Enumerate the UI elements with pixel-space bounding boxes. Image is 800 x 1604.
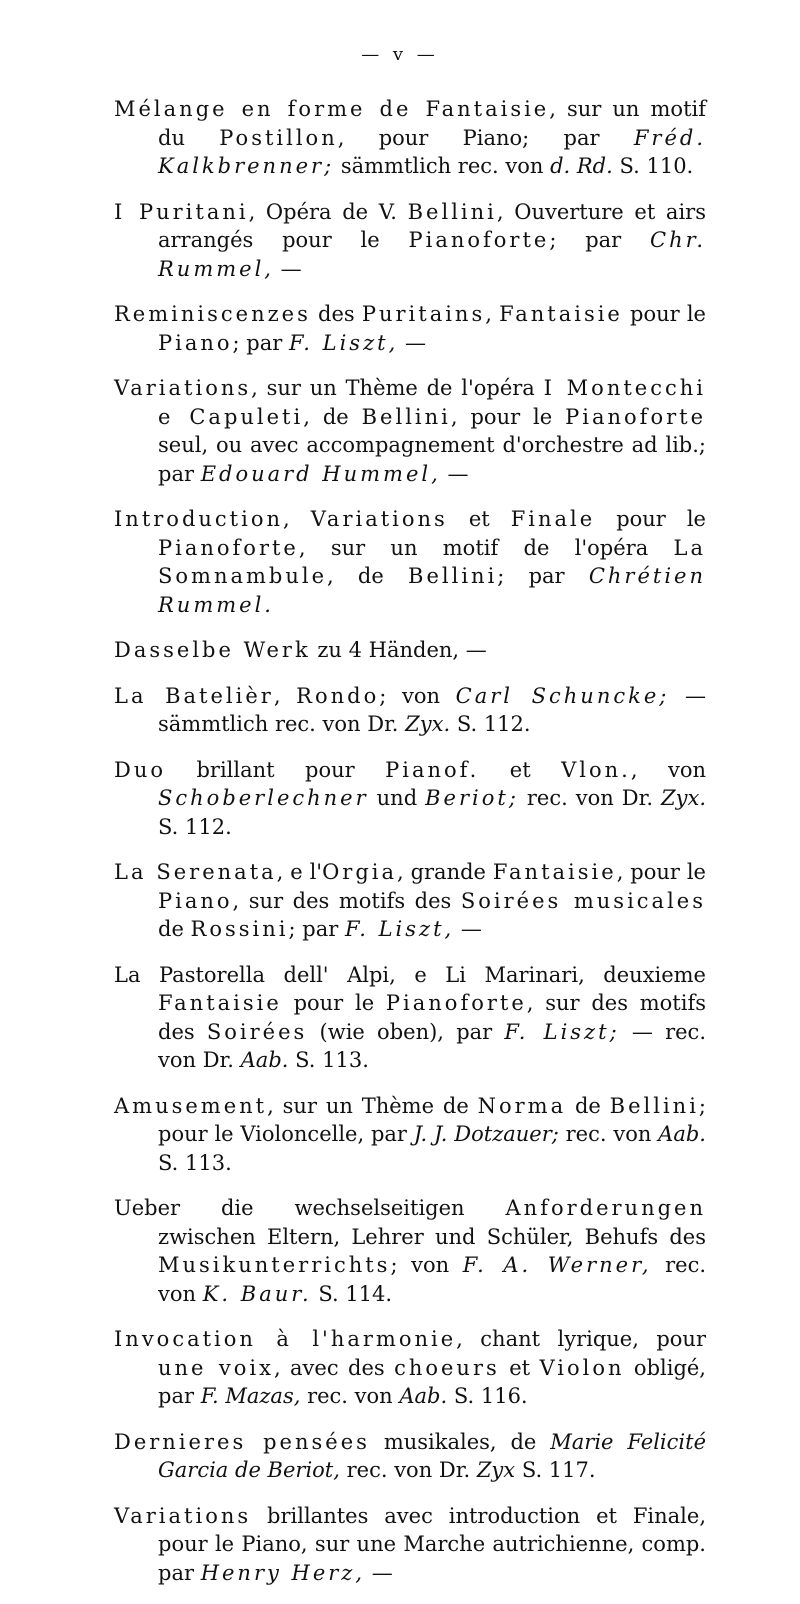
entry-text-segment: — (454, 917, 482, 941)
entry-invocation (114, 1325, 706, 1411)
entry-text-segment: une voix (158, 1355, 274, 1380)
entry-text-segment: Postillon (219, 125, 338, 150)
entry-text-segment: ; par (497, 564, 589, 588)
entry-text-segment: Marie Felicité Garcia de Beriot, (158, 1429, 706, 1482)
entry-text-segment: La Serenata (114, 860, 277, 884)
entry-text-segment: Amusement (114, 1093, 268, 1118)
entry-dernieres-pensees (114, 1428, 706, 1485)
entry-text-segment: La Somnambule (158, 535, 706, 588)
entry-text-segment: und (368, 786, 426, 810)
entry-text-segment: , sur des motifs des (232, 888, 461, 913)
entry-text-segment: S. 112. (450, 712, 531, 736)
entry-text-segment: Pianoforte (565, 404, 706, 429)
entry-text-segment: zu 4 Händen, — (310, 638, 487, 662)
entry-melange (114, 95, 706, 181)
entry-text-segment: sämmtlich rec. von (334, 154, 551, 178)
entry-text-segment: de (566, 1093, 610, 1118)
entry-text-segment: Fantaisie (492, 860, 617, 884)
entry-text-segment: musikales, de (369, 1429, 551, 1454)
entry-ueber-die-wechselseitigen (114, 1194, 706, 1308)
entry-text-segment: Invocation à l'harmonie (114, 1327, 457, 1351)
entry-text-segment: Bellini (361, 404, 451, 429)
entry-text-segment: ; von (390, 1253, 463, 1277)
entry-text-segment: pour le (622, 302, 706, 326)
entry-text-segment: Piano (158, 330, 233, 355)
entry-text-segment: Chr. Rummel, (158, 228, 706, 281)
entry-text-segment: ; par (549, 228, 650, 252)
entry-text-segment: F. Liszt, (344, 917, 455, 941)
entry-text-segment: Orgia (322, 860, 397, 884)
entry-text-segment: Vlon. (561, 757, 631, 782)
entry-text-segment: d. Rd. (550, 154, 613, 178)
entry-text-segment: S. 113. (158, 1150, 232, 1175)
entry-text-segment: , chant lyrique, pour (456, 1327, 706, 1351)
entry-text-segment: , avec des (273, 1355, 395, 1380)
entry-text-segment: rec. von Dr. (518, 786, 662, 810)
entry-text-segment: , de (303, 404, 362, 429)
entry-text-segment: de (158, 917, 191, 941)
entry-text-segment: , Opéra de V. (248, 199, 408, 224)
entry-text-segment: Fantaisie (499, 302, 623, 326)
entry-text-segment: Aab. (240, 1048, 289, 1072)
entry-text-segment: Zyx (476, 1458, 516, 1482)
entry-text-segment: et (499, 1355, 540, 1380)
entry-variations-montecchi (114, 374, 706, 488)
entry-text-segment: Piano (158, 888, 233, 913)
entry-text-segment: rec. von (300, 1384, 400, 1408)
entry-amusement (114, 1092, 706, 1178)
entry-text-segment: Bellini (407, 199, 497, 224)
entry-text-segment: rec. von (558, 1122, 659, 1146)
entry-text-segment: zwischen Eltern, Lehrer und Schüler, Behufs des (158, 1224, 706, 1249)
entry-text-segment: pour le (595, 507, 706, 531)
entry-text-segment: , (485, 302, 500, 326)
entry-text-segment: Mélange en forme de Fantaisie (114, 97, 550, 121)
entry-text-segment: et (479, 757, 562, 782)
entry-text-segment: I Puritani (114, 199, 249, 224)
entry-text-segment: Ueber die wechselseitigen (114, 1196, 506, 1220)
entry-text-segment: — rec. von Dr. (158, 1019, 706, 1072)
entry-puritani-overture (114, 198, 706, 284)
entry-text-segment: Fréd. Kalkbrenner; (158, 125, 706, 178)
entry-variations-brillantes (114, 1502, 706, 1588)
entry-text-segment: S. 114. (311, 1281, 393, 1306)
entry-text-segment: , de (327, 564, 409, 588)
entry-text-segment: Pianoforte (158, 535, 299, 560)
entry-text-segment: K. Baur. (202, 1281, 312, 1306)
page-number-header: — v — (361, 44, 439, 65)
entry-text-segment: Bellini (609, 1093, 699, 1118)
entry-introduction-sonnambula (114, 505, 706, 619)
entry-text-segment: Beriot; (425, 786, 519, 810)
entry-text-segment: Reminiscenzes (114, 302, 311, 326)
entry-text-segment: Rossini (190, 917, 289, 941)
entry-text-segment: Zyx. (661, 786, 706, 810)
entry-text-segment: ; von (379, 683, 456, 708)
entry-text-segment: S. 112. (158, 814, 232, 839)
entry-text-segment: La Pastorella dell' Alpi, e Li Marinari, deuxieme (114, 962, 706, 987)
entry-text-segment: Rondo (296, 683, 380, 708)
entry-text-segment: Henry Herz, (200, 1560, 366, 1585)
entry-text-segment: Dasselbe Werk (114, 638, 311, 662)
entry-text-segment: brillantes avec introduction et Finale, pour le Piano, sur une Marche autrichienne, comp. par (158, 1503, 706, 1585)
entry-text-segment: — (398, 330, 426, 355)
entry-text-segment: Zyx. (405, 712, 451, 736)
entry-text-segment: Anforderungen (505, 1196, 706, 1220)
entry-text-segment: , sur un motif du (158, 97, 707, 150)
entry-text-segment: , (283, 507, 311, 531)
entry-text-segment: S. 113. (288, 1048, 369, 1072)
entry-text-segment: — (365, 1560, 393, 1585)
entry-text-segment: — (273, 256, 302, 281)
entry-text-segment: Pianoforte (408, 228, 550, 252)
entry-text-segment: Puritains (361, 302, 486, 326)
entry-text-segment: J. J. Dotzauer; (413, 1122, 559, 1146)
entry-text-segment: , sur des motifs des (158, 991, 706, 1044)
entry-text-segment: ; pour le Violoncelle, par (158, 1093, 706, 1146)
entry-dasselbe-werk (114, 636, 706, 665)
entry-text-segment: Aab. (658, 1122, 706, 1146)
entry-text-segment: Violon (539, 1355, 625, 1380)
entry-text-segment: S. 110. (612, 154, 694, 178)
entry-text-segment: brillant pour (166, 757, 386, 782)
entry-text-segment: Variations (114, 1503, 252, 1528)
entry-text-segment: , sur un Thème de (267, 1093, 478, 1118)
entry-text-segment: Dernieres pensées (114, 1429, 370, 1454)
entry-text-segment: S. 117. (515, 1458, 596, 1482)
entry-text-segment: Introduction (114, 507, 283, 531)
entry-reminiscenzes (114, 300, 706, 357)
entry-la-pastorella (114, 961, 706, 1075)
entry-text-segment: Variations (310, 507, 448, 531)
entry-text-segment: La Batelièr (114, 683, 274, 708)
entry-text-segment: Musikunterrichts (158, 1253, 391, 1277)
entry-text-segment: ; par (232, 330, 289, 355)
entry-text-segment: , sur un motif de l'opéra (298, 535, 674, 560)
entry-text-segment: — sämmtlich rec. von Dr. (158, 683, 706, 736)
entry-text-segment: Soirées musicales (460, 888, 706, 913)
entry-text-segment: , e l' (276, 860, 323, 884)
entry-text-segment: , von (630, 757, 707, 782)
entry-text-segment: Variations (114, 376, 252, 400)
entry-text-segment: Aab. (399, 1384, 448, 1408)
entry-la-batelier (114, 682, 706, 739)
entry-duo-brillant (114, 756, 706, 842)
review-index-list (114, 95, 706, 1604)
entry-text-segment: Norma (477, 1093, 567, 1118)
entry-text-segment: F. A. Werner, (462, 1253, 652, 1277)
entry-text-segment: Finale (510, 507, 596, 531)
entry-text-segment: Soirées (206, 1019, 308, 1044)
entry-text-segment: F. Liszt, (288, 330, 399, 355)
entry-text-segment: Schoberlechner (158, 786, 369, 810)
entry-text-segment: , pour le (616, 860, 706, 884)
entry-text-segment: , Ouverture et airs arrangés pour le (158, 199, 706, 252)
entry-text-segment: seul, ou avec accompagnement d'orchestre ad lib.; par (158, 433, 706, 486)
entry-text-segment: pour le (281, 991, 386, 1015)
entry-text-segment: ; par (288, 917, 345, 941)
entry-text-segment: I Montecchi e Capuleti (158, 376, 706, 429)
entry-text-segment: Fantaisie (158, 991, 282, 1015)
entry-text-segment: F. Mazas, (200, 1384, 301, 1408)
entry-text-segment: choeurs (394, 1355, 500, 1380)
entry-text-segment: , (273, 683, 297, 708)
entry-text-segment: Pianoforte (385, 991, 527, 1015)
entry-text-segment: , pour le (450, 404, 566, 429)
entry-text-segment: Edouard Hummel, (200, 461, 441, 486)
entry-text-segment: , sur un Thème de l'opéra (251, 376, 544, 400)
entry-text-segment: rec. von (158, 1253, 706, 1306)
entry-la-serenata (114, 858, 706, 944)
entry-text-segment: des (310, 302, 362, 326)
entry-text-segment: Duo (114, 757, 167, 782)
entry-text-segment: Bellini (408, 564, 498, 588)
entry-text-segment: Pianof. (385, 757, 480, 782)
entry-text-segment: F. Liszt; (504, 1019, 620, 1044)
entry-text-segment: (wie oben), par (307, 1019, 505, 1044)
entry-text-segment: — (440, 461, 469, 486)
entry-text-segment: Carl Schuncke; (455, 683, 670, 708)
entry-text-segment: S. 116. (447, 1384, 528, 1408)
entry-text-segment: et (447, 507, 511, 531)
entry-text-segment: obligé, par (158, 1355, 706, 1408)
entry-text-segment: Chrétien Rummel. (158, 564, 706, 617)
entry-text-segment: , grande (397, 860, 493, 884)
entry-text-segment: , pour Piano; par (337, 125, 634, 150)
entry-text-segment: rec. von Dr. (339, 1458, 477, 1482)
